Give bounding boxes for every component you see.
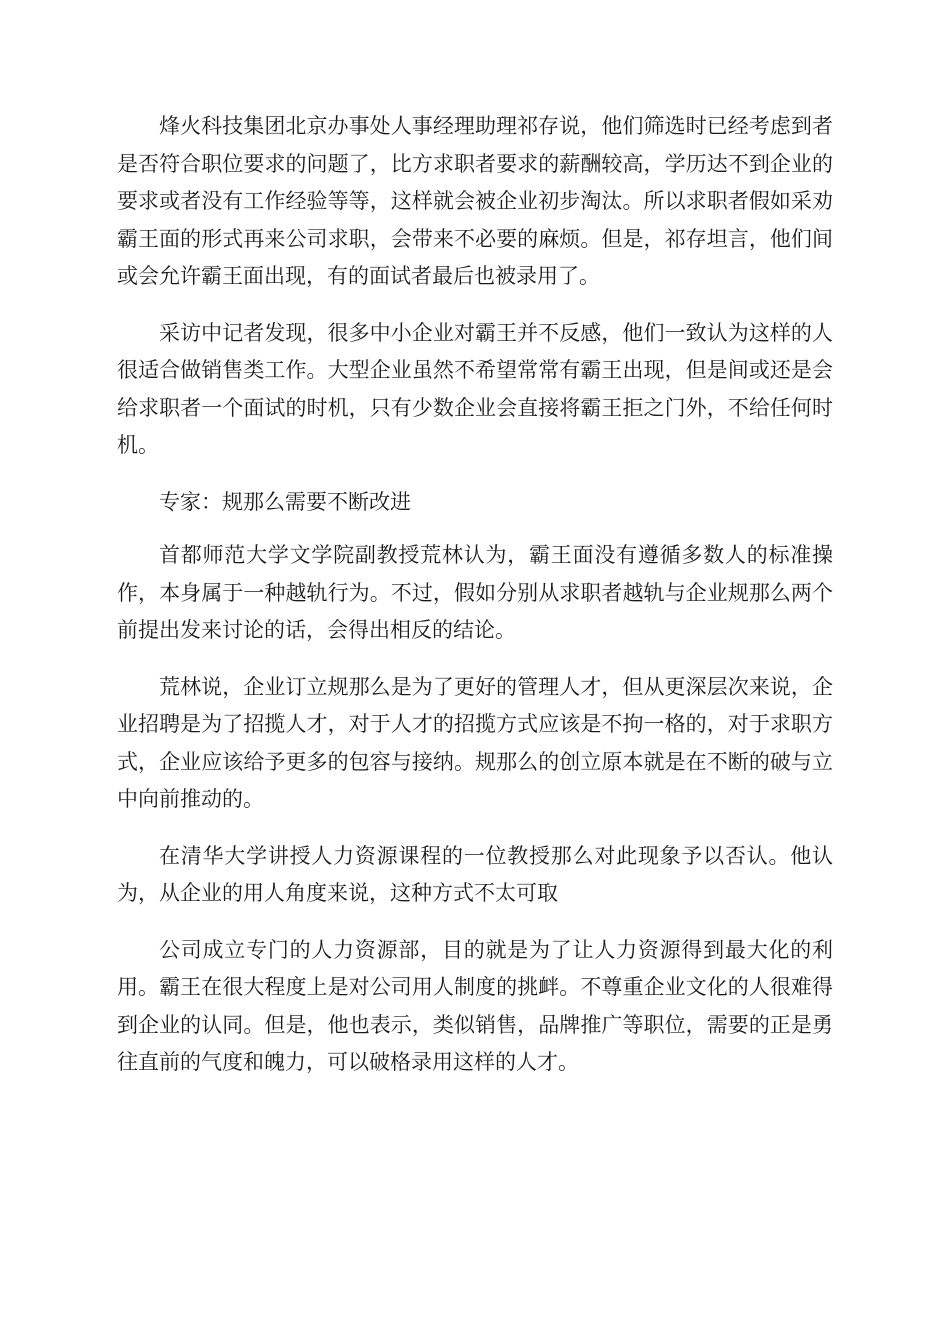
paragraph-6: 公司成立专门的人力资源部，目的就是为了让人力资源得到最大化的利用。霸王在很大程度上是对公司用人制度的挑衅。不尊重企业文化的人很难得到企业的认同。但是，他也表示，类似销售，品牌推广等职位，需要的正是勇往直前的气度和魄力，可以破格录用这样的人才。 xyxy=(117,937,833,1074)
paragraph-2: 采访中记者发现，很多中小企业对霸王并不反感，他们一致认为这样的人很适合做销售类工作。大型企业虽然不希望常常有霸王出现，但是间或还是会给求职者一个面试的时机，只有少数企业会直接将霸王拒之门外，不给任何时机。 xyxy=(117,320,833,457)
section-heading: 专家：规那么需要不断改进 xyxy=(159,489,411,514)
paragraph-3: 首都师范大学文学院副教授荒林认为，霸王面没有遵循多数人的标准操作，本身属于一种越轨行为。不过，假如分别从求职者越轨与企业规那么两个前提出发来讨论的话，会得出相反的结论。 xyxy=(117,543,833,642)
document-page xyxy=(117,108,833,1101)
paragraph-5: 在清华大学讲授人力资源课程的一位教授那么对此现象予以否认。他认为，从企业的用人角度来说，这种方式不太可取 xyxy=(117,843,833,905)
paragraph-4: 荒林说，企业订立规那么是为了更好的管理人才，但从更深层次来说，企业招聘是为了招揽人才，对于人才的招揽方式应该是不拘一格的，对于求职方式，企业应该给予更多的包容与接纳。规那么的创立原本就是在不断的破与立中向前推动的。 xyxy=(117,674,833,811)
paragraph-1: 烽火科技集团北京办事处人事经理助理祁存说，他们筛选时已经考虑到者是否符合职位要求的问题了，比方求职者要求的薪酬较高，学历达不到企业的要求或者没有工作经验等等，这样就会被企业初步淘汰。所以求职者假如采劝霸王面的形式再来公司求职，会带来不必要的麻烦。但是，祁存坦言，他们间或会允许霸王面出现，有的面试者最后也被录用了。 xyxy=(117,114,833,288)
